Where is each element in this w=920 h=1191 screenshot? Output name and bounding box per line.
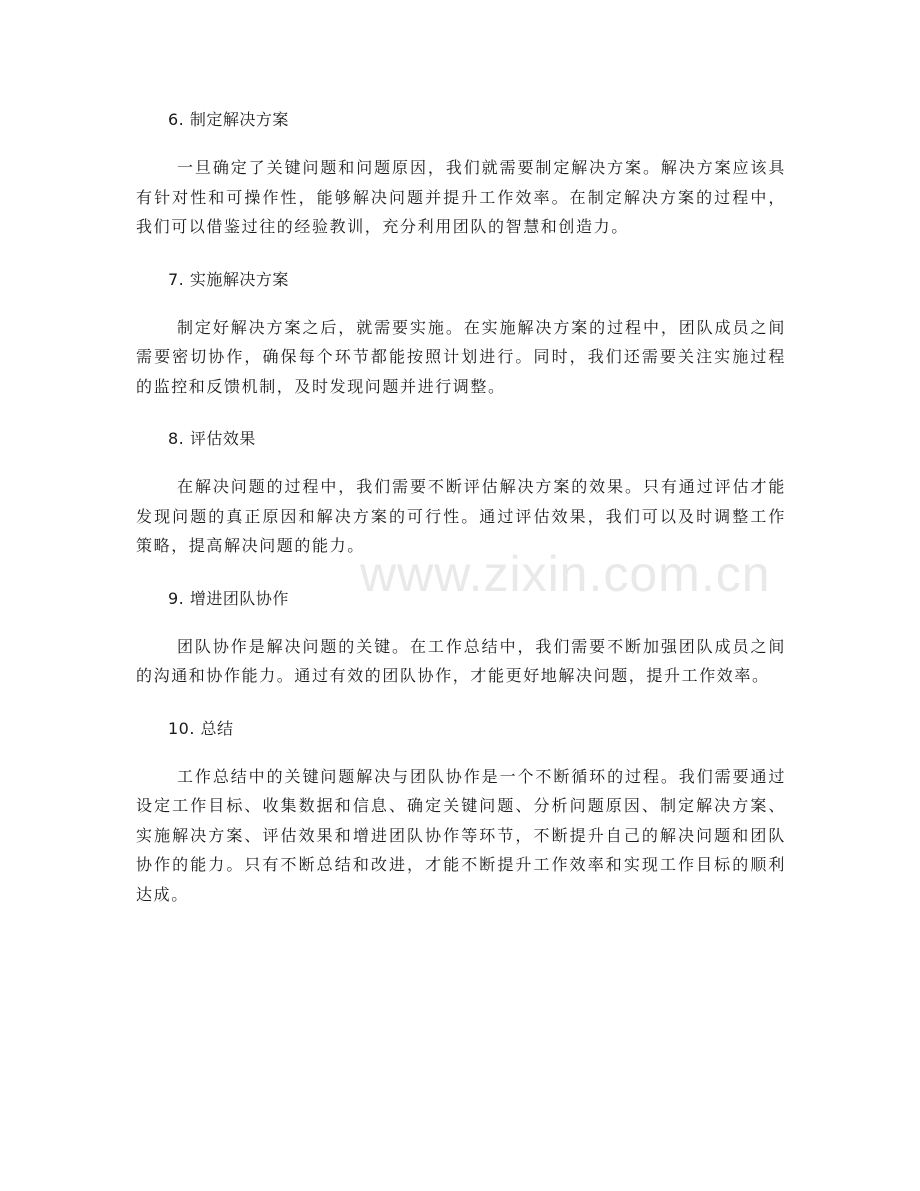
section-6 (136, 104, 786, 242)
section-paragraph: 在解决问题的过程中，我们需要不断评估解决方案的效果。只有通过评估才能发现问题的真正原因和解决方案的可行性。通过评估效果，我们可以及时调整工作策略，提高解决问题的能力。 (136, 477, 786, 555)
section-paragraph: 工作总结中的关键问题解决与团队协作是一个不断循环的过程。我们需要通过设定工作目标、收集数据和信息、确定关键问题、分析问题原因、制定解决方案、实施解决方案、评估效果和增进团队协作等环节，不断提升自己的解决问题和团队协作的能力。只有不断总结和改进，才能不断提升工作效率和实现工作目标的顺利达成。 (136, 766, 786, 904)
section-heading: 9. 增进团队协作 (168, 588, 289, 608)
section-9 (136, 583, 786, 691)
document-body (136, 104, 786, 931)
section-heading: 10. 总结 (168, 718, 234, 738)
section-heading: 8. 评估效果 (168, 429, 256, 448)
section-8 (136, 423, 786, 561)
section-paragraph: 一旦确定了关键问题和问题原因，我们就需要制定解决方案。解决方案应该具有针对性和可操作性，能够解决问题并提升工作效率。在制定解决方案的过程中，我们可以借鉴过往的经验教训，充分利用团队的智慧和创造力。 (136, 158, 786, 236)
section-paragraph: 制定好解决方案之后，就需要实施。在实施解决方案的过程中，团队成员之间需要密切协作，确保每个环节都能按照计划进行。同时，我们还需要关注实施过程的监控和反馈机制，及时发现问题并进行调整。 (136, 317, 786, 396)
section-paragraph: 团队协作是解决问题的关键。在工作总结中，我们需要不断加强团队成员之间的沟通和协作能力。通过有效的团队协作，才能更好地解决问题，提升工作效率。 (136, 636, 786, 685)
section-7 (136, 264, 786, 402)
section-heading: 7. 实施解决方案 (168, 269, 289, 289)
watermark: www.zixin.com.cn (360, 546, 771, 602)
section-10 (136, 713, 786, 910)
section-heading: 6. 制定解决方案 (168, 110, 289, 129)
